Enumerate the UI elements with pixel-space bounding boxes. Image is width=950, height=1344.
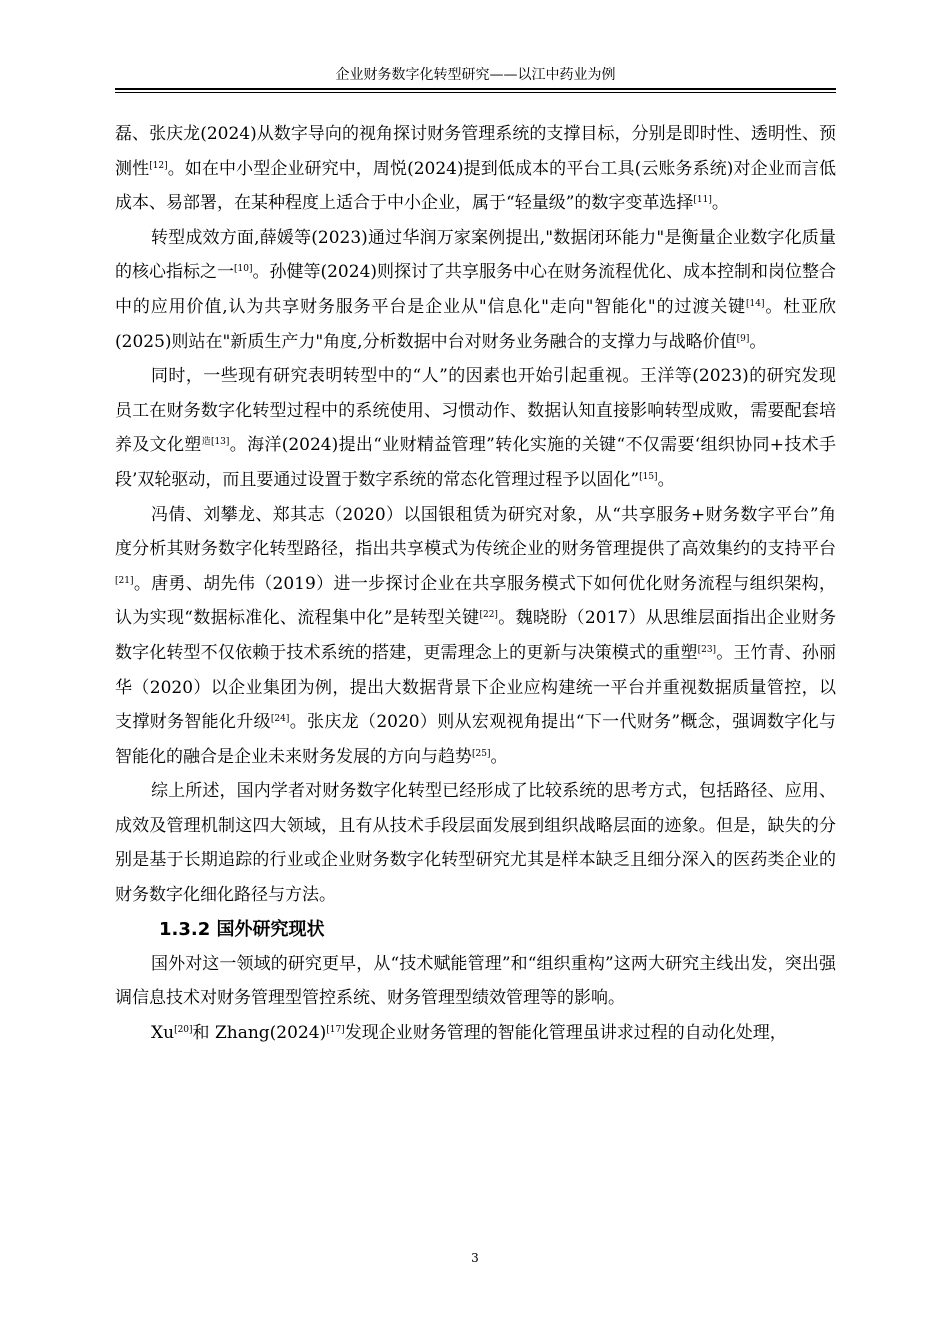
paragraph-text: 。张庆龙（2020）则从宏观视角提出“下一代财务”概念，强调数字化与智能化的融合是企业未来财务发展的方向与趋势 bbox=[115, 712, 837, 767]
paragraph-text: 。孙健等(2024)则探讨了共享服务中心在财务流程优化、成本控制和岗位整合中的应用价值,认为共享财务服务平台是企业从"信息化"走向"智能化"的过渡关键 bbox=[115, 262, 837, 317]
paragraph-text: 综上所述，国内学者对财务数字化转型已经形成了比较系统的思考方式，包括路径、应用、成效及管理机制这四大领域，且有从技术手段层面发展到组织战略层面的迹象。但是，缺失的分别是基于长期追踪的行业或企业财务数字化转型研究尤其是样本缺乏且细分深入的医药类企业的财务数字化细化路径与方法。 bbox=[115, 781, 836, 906]
paragraph-text: 。唐勇、胡先伟（2019）进一步探讨企业在共享服务模式下如何优化财务流程与组织架构，认为实现“数据标准化、流程集中化”是转型关键 bbox=[115, 573, 836, 629]
paragraph-group-domestic bbox=[115, 117, 836, 913]
paragraph-text: 。杜亚欣(2025)则站在"新质生产力"角度,分析数据中台对财务业务融合的支撑力与战略价值 bbox=[115, 296, 836, 352]
header-rule-thin bbox=[115, 92, 836, 93]
paragraph-text: 。 bbox=[657, 469, 675, 490]
paragraph-text: 。王竹青、孙丽华（2020）以企业集团为例，提出大数据背景下企业应构建统一平台并重视数据质量管控，以支撑财务智能化升级 bbox=[115, 642, 837, 733]
paragraph-text: 国外对这一领域的研究更早，从“技术赋能管理”和“组织重构”这两大研究主线出发，突出强调信息技术对财务管理型管控系统、财务管理型绩效管理等的影响。 bbox=[115, 953, 836, 1009]
citation-ref: [24] bbox=[270, 714, 290, 725]
paragraph-text: 。 bbox=[711, 193, 729, 214]
paragraph-text: 。海洋(2024)提出“业财精益管理”转化实施的关键“不仅需要‘组织协同+技术手段’双轮驱动，而且要通过设置于数字系统的常态化管理过程予以固化” bbox=[115, 435, 837, 490]
section-heading: 1.3.2 国外研究现状 bbox=[159, 918, 325, 940]
paragraph bbox=[115, 947, 836, 1016]
page-body bbox=[115, 117, 836, 1050]
citation-ref: [10] bbox=[234, 264, 253, 275]
paragraph-text: 同时，一些现有研究表明转型中的“人”的因素也开始引起重视。王洋等(2023)的研究发现员工在财务数字化转型过程中的系统使用、习惯动作、数据认知直接影响转型成败，需要配套培养及文化塑 bbox=[115, 366, 836, 456]
paragraph-text: 磊、张庆龙(2024)从数字导向的视角探讨财务管理系统的支撑目标，分别是即时性、透明性、预测性 bbox=[115, 124, 836, 179]
citation-ref: [9] bbox=[736, 333, 750, 344]
paragraph-text: 转型成效方面,薛媛等(2023)通过华润万家案例提出,"数据闭环能力"是衡量企业数字化质量的核心指标之一 bbox=[115, 227, 836, 283]
citation-ref: [15] bbox=[639, 471, 658, 482]
citation-ref: [21] bbox=[115, 575, 134, 586]
paragraph-text: 和 Zhang(2024) bbox=[192, 1022, 327, 1043]
paragraph-text: 。魏晓盼（2017）从思维层面指出企业财务数字化转型不仅依赖于技术系统的搭建，更需理念上的更新与决策模式的重塑 bbox=[115, 608, 837, 663]
citation-ref: [23] bbox=[697, 644, 717, 655]
paragraph bbox=[115, 359, 836, 497]
running-header: 企业财务数字化转型研究——以江中药业为例 bbox=[335, 67, 616, 83]
citation-ref: [20] bbox=[174, 1024, 193, 1035]
page-number: 3 bbox=[471, 1251, 479, 1265]
paragraph-group-foreign bbox=[115, 947, 836, 1051]
paragraph bbox=[115, 498, 836, 775]
paragraph-text: 。 bbox=[749, 331, 767, 352]
paragraph bbox=[115, 221, 836, 359]
citation-ref: [14] bbox=[746, 298, 765, 309]
citation-ref: [11] bbox=[693, 195, 712, 206]
citation-ref: [25] bbox=[472, 748, 491, 759]
paragraph bbox=[115, 1016, 836, 1051]
paragraph-text: Xu bbox=[151, 1022, 175, 1043]
paragraph bbox=[115, 117, 836, 221]
citation-ref: [22] bbox=[479, 610, 498, 621]
citation-ref: [17] bbox=[326, 1024, 345, 1035]
paragraph bbox=[115, 774, 836, 912]
header-rule-thick bbox=[115, 88, 836, 90]
paragraph-text: 发现企业财务管理的智能化管理虽讲求过程的自动化处理， bbox=[344, 1022, 787, 1043]
paragraph-text: 。 bbox=[490, 746, 508, 767]
citation-ref: 造[13] bbox=[201, 437, 230, 448]
citation-ref: [12] bbox=[149, 160, 168, 171]
paragraph-text: 。如在中小型企业研究中，周悦(2024)提到低成本的平台工具(云账务系统)对企业而言低成本、易部署，在某种程度上适合于中小企业，属于“轻量级”的数字变革选择 bbox=[115, 158, 836, 214]
paragraph-text: 冯倩、刘攀龙、郑其志（2020）以国银租赁为研究对象，从“共享服务+财务数字平台”角度分析其财务数字化转型路径，指出共享模式为传统企业的财务管理提供了高效集约的支持平台 bbox=[115, 504, 836, 560]
